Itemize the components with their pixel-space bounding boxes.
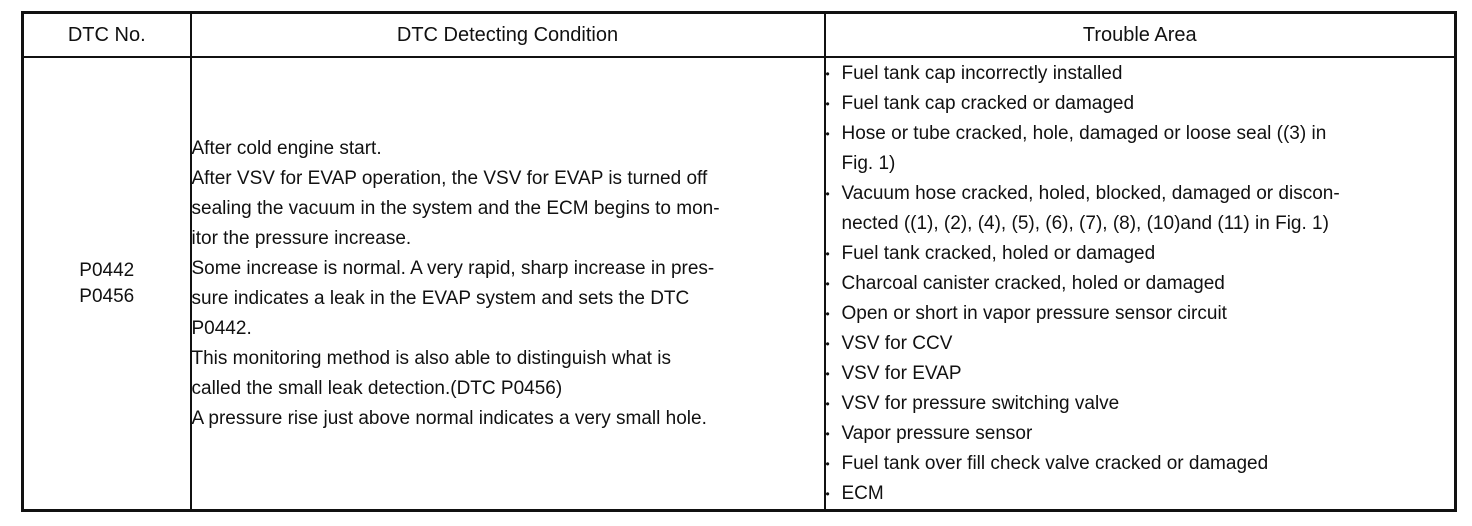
bullet-icon: • (825, 367, 830, 381)
trouble-area-list (826, 58, 1455, 509)
condition-line: Some increase is normal. A very rapid, sharp increase in pres- (191, 257, 715, 279)
condition-line: called the small leak detection.(DTC P0456) (191, 377, 563, 399)
trouble-area-text: VSV for pressure switching valve (841, 393, 1120, 414)
list-item (826, 479, 1455, 509)
dtc-code: P0442 (79, 259, 135, 281)
bullet-icon: • (825, 457, 830, 471)
trouble-area-text: Fuel tank over fill check valve cracked or damaged (841, 453, 1269, 474)
dtc-table (21, 11, 1457, 512)
trouble-area-text: Vacuum hose cracked, holed, blocked, damaged or discon- (841, 183, 1340, 204)
bullet-icon: • (825, 487, 830, 501)
trouble-area-text: Fuel tank cap incorrectly installed (841, 63, 1123, 84)
list-item (826, 419, 1455, 449)
list-item (826, 119, 1455, 179)
list-item (826, 239, 1455, 269)
bullet-icon: • (825, 337, 830, 351)
condition-line: After cold engine start. (191, 137, 382, 159)
list-item (826, 59, 1455, 89)
condition-line: P0442. (191, 317, 252, 339)
bullet-icon: • (825, 277, 830, 291)
trouble-area-text: VSV for EVAP (841, 363, 962, 384)
list-item (826, 359, 1455, 389)
bullet-icon: • (825, 397, 830, 411)
bullet-icon: • (825, 67, 830, 81)
trouble-area-text: Fig. 1) (841, 153, 896, 174)
header-trouble-area: Trouble Area (825, 13, 1456, 58)
list-item (826, 329, 1455, 359)
trouble-area-text: Hose or tube cracked, hole, damaged or loose seal ((3) in (841, 123, 1327, 144)
table-row (23, 57, 1456, 511)
header-row (23, 13, 1456, 58)
header-dtc-no: DTC No. (23, 13, 191, 58)
list-item (826, 449, 1455, 479)
bullet-icon: • (825, 307, 830, 321)
list-item (826, 89, 1455, 119)
list-item (826, 389, 1455, 419)
condition-line: After VSV for EVAP operation, the VSV for EVAP is turned off (191, 167, 708, 189)
condition-line: sealing the vacuum in the system and the ECM begins to mon- (191, 197, 720, 219)
header-detecting-condition: DTC Detecting Condition (191, 13, 825, 58)
bullet-icon: • (825, 97, 830, 111)
trouble-area-text: Open or short in vapor pressure sensor circuit (841, 303, 1227, 324)
bullet-icon: • (825, 427, 830, 441)
list-item (826, 179, 1455, 239)
detecting-condition-cell (191, 57, 825, 511)
bullet-icon: • (825, 247, 830, 261)
condition-line: itor the pressure increase. (191, 227, 412, 249)
dtc-code: P0456 (79, 285, 135, 307)
condition-line: A pressure rise just above normal indicates a very small hole. (191, 407, 707, 429)
trouble-area-text: Charcoal canister cracked, holed or damaged (841, 273, 1225, 294)
trouble-area-text: Vapor pressure sensor (841, 423, 1033, 444)
trouble-area-cell (825, 57, 1456, 511)
list-item (826, 299, 1455, 329)
trouble-area-text: Fuel tank cracked, holed or damaged (841, 243, 1156, 264)
trouble-area-text: ECM (841, 483, 884, 504)
trouble-area-text: Fuel tank cap cracked or damaged (841, 93, 1135, 114)
bullet-icon: • (825, 127, 830, 141)
condition-line: This monitoring method is also able to distinguish what is (191, 347, 671, 369)
trouble-area-text: nected ((1), (2), (4), (5), (6), (7), (8), (10)and (11) in Fig. 1) (841, 213, 1329, 234)
trouble-area-text: VSV for CCV (841, 333, 953, 354)
dtc-codes-cell (23, 57, 191, 511)
condition-line: sure indicates a leak in the EVAP system and sets the DTC (191, 287, 690, 309)
list-item (826, 269, 1455, 299)
bullet-icon: • (825, 187, 830, 201)
